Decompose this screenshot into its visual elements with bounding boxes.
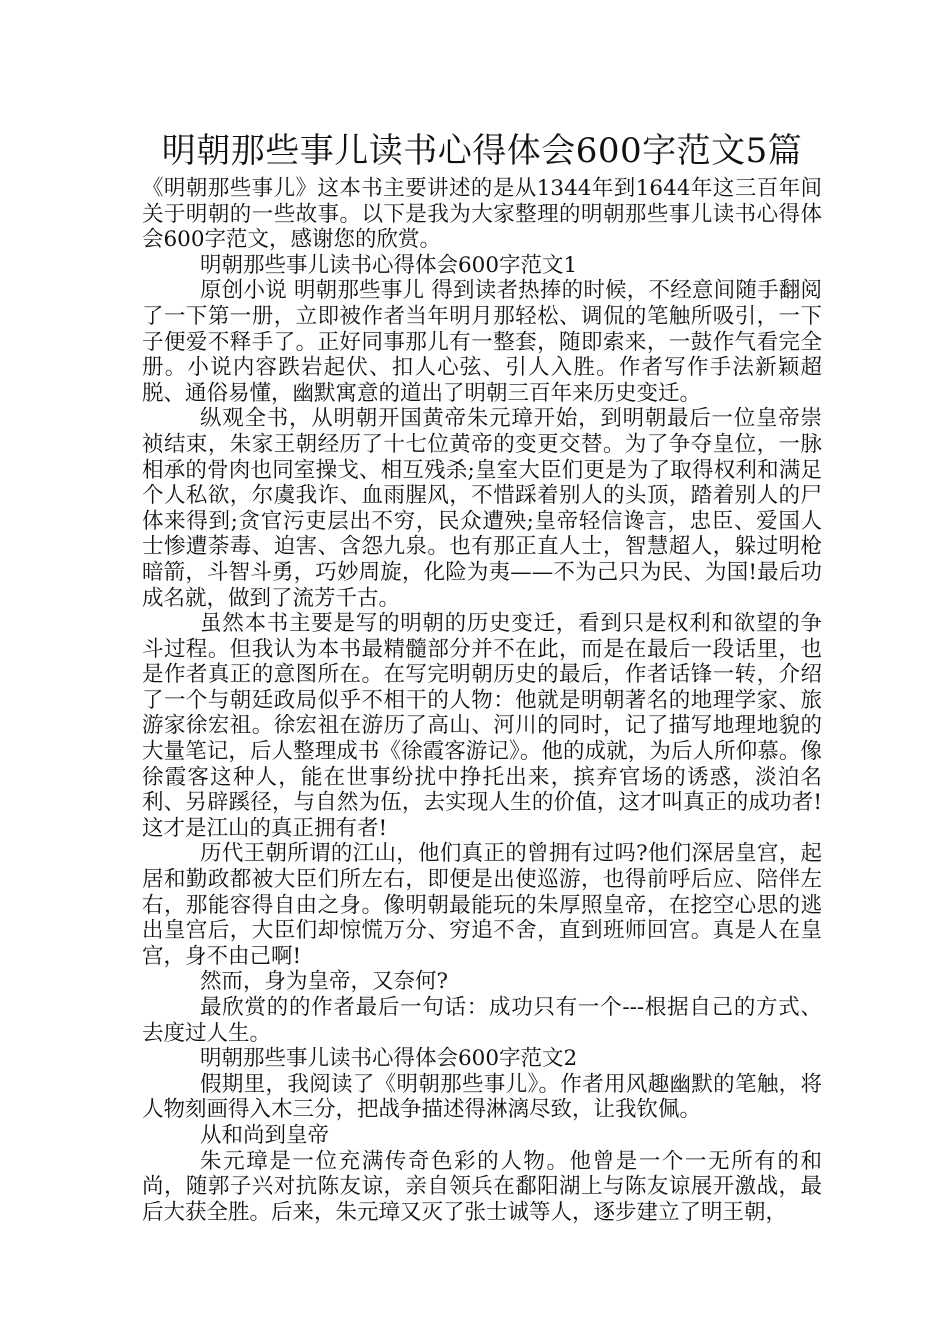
section-2-subheading: 从和尚到皇帝 — [200, 1122, 330, 1148]
section-1-paragraph-2: 纵观全书，从明朝开国黄帝朱元璋开始，到明朝最后一位皇帝崇祯结束，朱家王朝经历了十七位黄帝的变更交替。为了争夺皇位，一脉相承的骨肉也同室操戈、相互残杀;皇室大臣们更是为了取得权利和满足个人私欲，尔虞我诈、血雨腥风，不惜踩着别人的头顶，踏着别人的尸体来得到;贪官污吏层出不穷，民众遭殃;皇帝轻信谗言，忠臣、爱国人士惨遭荼毒、迫害、含怨九泉。也有那正直人士，智慧超人，躲过明枪暗箭，斗智斗勇，巧妙周旋，化险为夷——不为己只为民、为国!最后功成名就，做到了流芳千古。 — [142, 406, 822, 611]
section-1-paragraph-6: 最欣赏的的作者最后一句话：成功只有一个---根据自己的方式、去度过人生。 — [142, 995, 822, 1046]
section-2-paragraph-2: 朱元璋是一位充满传奇色彩的人物。他曾是一个一无所有的和尚，随郭子兴对抗陈友谅，亲自领兵在鄱阳湖上与陈友谅展开激战，最后大获全胜。后来，朱元璋又灭了张士诚等人，逐步建立了明王朝， — [142, 1148, 822, 1225]
section-1-paragraph-3: 虽然本书主要是写的明朝的历史变迁，看到只是权利和欲望的争斗过程。但我认为本书最精髓部分并不在此，而是在最后一段话里，也是作者真正的意图所在。在写完明朝历史的最后，作者话锋一转，介绍了一个与朝廷政局似乎不相干的人物：他就是明朝著名的地理学家、旅游家徐宏祖。徐宏祖在游历了高山、河川的同时，记了描写地理地貌的大量笔记，后人整理成书《徐霞客游记》。他的成就，为后人所仰慕。像徐霞客这种人，能在世事纷扰中挣托出来，摈弃官场的诱惑，淡泊名利、另辟蹊径，与自然为伍，去实现人生的价值，这才叫真正的成功者!这才是江山的真正拥有者! — [142, 611, 822, 841]
section-1-paragraph-4: 历代王朝所谓的江山，他们真正的曾拥有过吗?他们深居皇宫，起居和勤政都被大臣们所左右，即便是出使巡游，也得前呼后应、陪伴左右，那能容得自由之身。像明朝最能玩的朱厚照皇帝，在挖空心思的逃出皇宫后，大臣们却惊慌万分、穷追不舍，直到班师回宫。真是人在皇宫，身不由己啊! — [142, 841, 822, 969]
section-2-paragraph-1: 假期里，我阅读了《明朝那些事儿》。作者用风趣幽默的笔触，将人物刻画得入木三分，把战争描述得淋漓尽致，让我钦佩。 — [142, 1071, 822, 1123]
section-1-paragraph-1: 原创小说 明朝那些事儿 得到读者热捧的时候，不经意间随手翻阅了一下第一册，立即被作者当年明月那轻松、调侃的笔触所吸引，一下子便爱不释手了。正好同事那儿有一整套，随即索来，一鼓作气看完全册。小说内容跌岩起伏、扣人心弦、引人入胜。作者写作手法新颖超脱、通俗易懂，幽默寓意的道出了明朝三百年来历史变迁。 — [142, 278, 822, 406]
intro-paragraph: 《明朝那些事儿》这本书主要讲述的是从1344年到1644年这三百年间关于明朝的一些故事。以下是我为大家整理的明朝那些事儿读书心得体会600字范文，感谢您的欣赏。 — [142, 176, 822, 253]
section-1-paragraph-5: 然而，身为皇帝，又奈何? — [200, 969, 449, 995]
document-page — [142, 128, 822, 1225]
section-1-heading: 明朝那些事儿读书心得体会600字范文1 — [200, 252, 578, 278]
document-title: 明朝那些事儿读书心得体会600字范文5篇 — [161, 131, 803, 171]
section-2-heading: 明朝那些事儿读书心得体会600字范文2 — [200, 1046, 578, 1072]
